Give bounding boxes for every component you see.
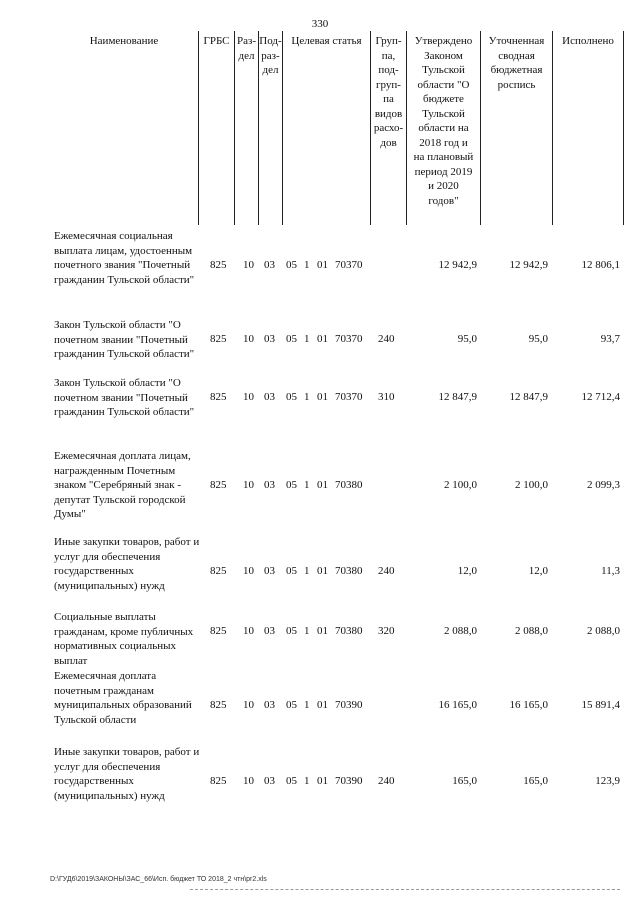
cell-t1: 05 [286,565,297,577]
cell-rz: 10 [243,391,254,403]
table-row [50,229,624,289]
cell-executed: 12 712,4 [581,391,620,403]
cell-approved: 2 088,0 [444,625,477,637]
header-approved: Утверждено Законом Тульской области "О бюджете Тульской области на 2018 год и на плановый период 2019 и 2020 годов" [406,31,480,225]
cell-t4: 70390 [335,775,363,787]
header-grbs: ГРБС [198,31,234,225]
cell-refined: 16 165,0 [509,699,548,711]
cell-executed: 11,3 [601,565,620,577]
cell-t4: 70380 [335,479,363,491]
cell-t4: 70370 [335,391,363,403]
cell-t2: 1 [304,775,310,787]
cell-grbs: 825 [210,699,227,711]
cell-t4: 70380 [335,565,363,577]
cell-t3: 01 [317,699,328,711]
cell-t1: 05 [286,625,297,637]
cell-grbs: 825 [210,391,227,403]
cell-grbs: 825 [210,565,227,577]
cell-rz: 10 [243,565,254,577]
cell-pr: 03 [264,699,275,711]
cell-t3: 01 [317,391,328,403]
cell-grp: 240 [378,333,395,345]
cell-t2: 1 [304,391,310,403]
cell-refined: 12 942,9 [509,259,548,271]
cell-grp: 240 [378,775,395,787]
table-row [50,318,624,378]
cell-refined: 12 847,9 [509,391,548,403]
cell-t1: 05 [286,391,297,403]
table-row [50,376,624,436]
cell-executed: 123,9 [595,775,620,787]
cell-refined: 2 100,0 [515,479,548,491]
cell-pr: 03 [264,391,275,403]
cell-grbs: 825 [210,775,227,787]
row-name: Ежемесячная доплата лицам, награжденным Почетным знаком "Серебряный знак - депутат Тульской городской Думы" [54,450,191,520]
cell-executed: 12 806,1 [581,259,620,271]
cell-pr: 03 [264,479,275,491]
header-refined: Уточненная сводная бюджетная роспись [480,31,552,225]
row-name: Закон Тульской области "О почетном звании "Почетный гражданин Тульской области" [54,319,195,360]
cell-t1: 05 [286,479,297,491]
cell-grp: 240 [378,565,395,577]
cell-pr: 03 [264,625,275,637]
cell-refined: 12,0 [528,565,548,577]
cell-approved: 2 100,0 [444,479,477,491]
table-row [50,669,624,729]
cell-executed: 2 088,0 [587,625,620,637]
cell-pr: 03 [264,259,275,271]
cell-refined: 2 088,0 [515,625,548,637]
cell-t4: 70370 [335,333,363,345]
row-name: Иные закупки товаров, работ и услуг для обеспечения государственных (муниципальных) нужд [54,746,200,802]
header-group: Груп- па, под- груп- па видов расхо- дов [370,31,406,225]
header-razdel: Раз- дел [234,31,258,225]
cell-t1: 05 [286,333,297,345]
row-name: Ежемесячная доплата почетным гражданам муниципальных образований Тульской области [54,670,192,726]
cell-t2: 1 [304,479,310,491]
cell-grp: 320 [378,625,395,637]
row-name: Ежемесячная социальная выплата лицам, удостоенным почетного звания "Почетный гражданин Тульской области" [54,230,195,286]
cell-rz: 10 [243,333,254,345]
cell-t3: 01 [317,259,328,271]
cell-approved: 12 847,9 [438,391,477,403]
cell-pr: 03 [264,333,275,345]
table-row [50,449,624,520]
cell-grbs: 825 [210,259,227,271]
cell-t3: 01 [317,479,328,491]
cell-t2: 1 [304,259,310,271]
cell-approved: 165,0 [452,775,477,787]
cell-grp: 310 [378,391,395,403]
cell-rz: 10 [243,775,254,787]
cell-rz: 10 [243,479,254,491]
divider [190,889,620,890]
cell-t2: 1 [304,699,310,711]
row-name: Социальные выплаты гражданам, кроме публичных нормативных социальных выплат [54,611,194,667]
cell-approved: 12,0 [457,565,477,577]
header-name: Наименование [89,35,159,47]
cell-executed: 15 891,4 [581,699,620,711]
header-executed: Исполнено [552,31,624,225]
cell-t4: 70380 [335,625,363,637]
table-row [50,610,624,670]
cell-t1: 05 [286,775,297,787]
cell-approved: 16 165,0 [438,699,477,711]
row-name: Закон Тульской области "О почетном звании "Почетный гражданин Тульской области" [54,377,195,418]
table-row [50,535,624,595]
cell-t1: 05 [286,699,297,711]
cell-t3: 01 [317,333,328,345]
cell-pr: 03 [264,775,275,787]
cell-t4: 70370 [335,259,363,271]
cell-t2: 1 [304,625,310,637]
header-podrazdel: Под- раз- дел [258,31,282,225]
cell-pr: 03 [264,565,275,577]
cell-refined: 95,0 [528,333,548,345]
table-row [50,745,624,805]
file-path: D:\ГУД6\2019\ЗАКОНЫ\ЗАС_66\Исп. бюджет ТО 2018_2 чтн\pr2.xls [50,876,267,883]
cell-t3: 01 [317,625,328,637]
cell-approved: 12 942,9 [438,259,477,271]
cell-rz: 10 [243,259,254,271]
cell-grbs: 825 [210,333,227,345]
cell-refined: 165,0 [523,775,548,787]
cell-t3: 01 [317,775,328,787]
cell-rz: 10 [243,625,254,637]
cell-approved: 95,0 [457,333,477,345]
page-number: 330 [311,18,329,30]
cell-executed: 93,7 [600,333,620,345]
cell-t2: 1 [304,565,310,577]
cell-t3: 01 [317,565,328,577]
cell-t2: 1 [304,333,310,345]
cell-grbs: 825 [210,479,227,491]
row-name: Иные закупки товаров, работ и услуг для обеспечения государственных (муниципальных) нужд [54,536,200,592]
cell-t1: 05 [286,259,297,271]
cell-executed: 2 099,3 [587,479,620,491]
cell-rz: 10 [243,699,254,711]
header-target: Целевая статья [282,31,370,225]
cell-grbs: 825 [210,625,227,637]
cell-t4: 70390 [335,699,363,711]
